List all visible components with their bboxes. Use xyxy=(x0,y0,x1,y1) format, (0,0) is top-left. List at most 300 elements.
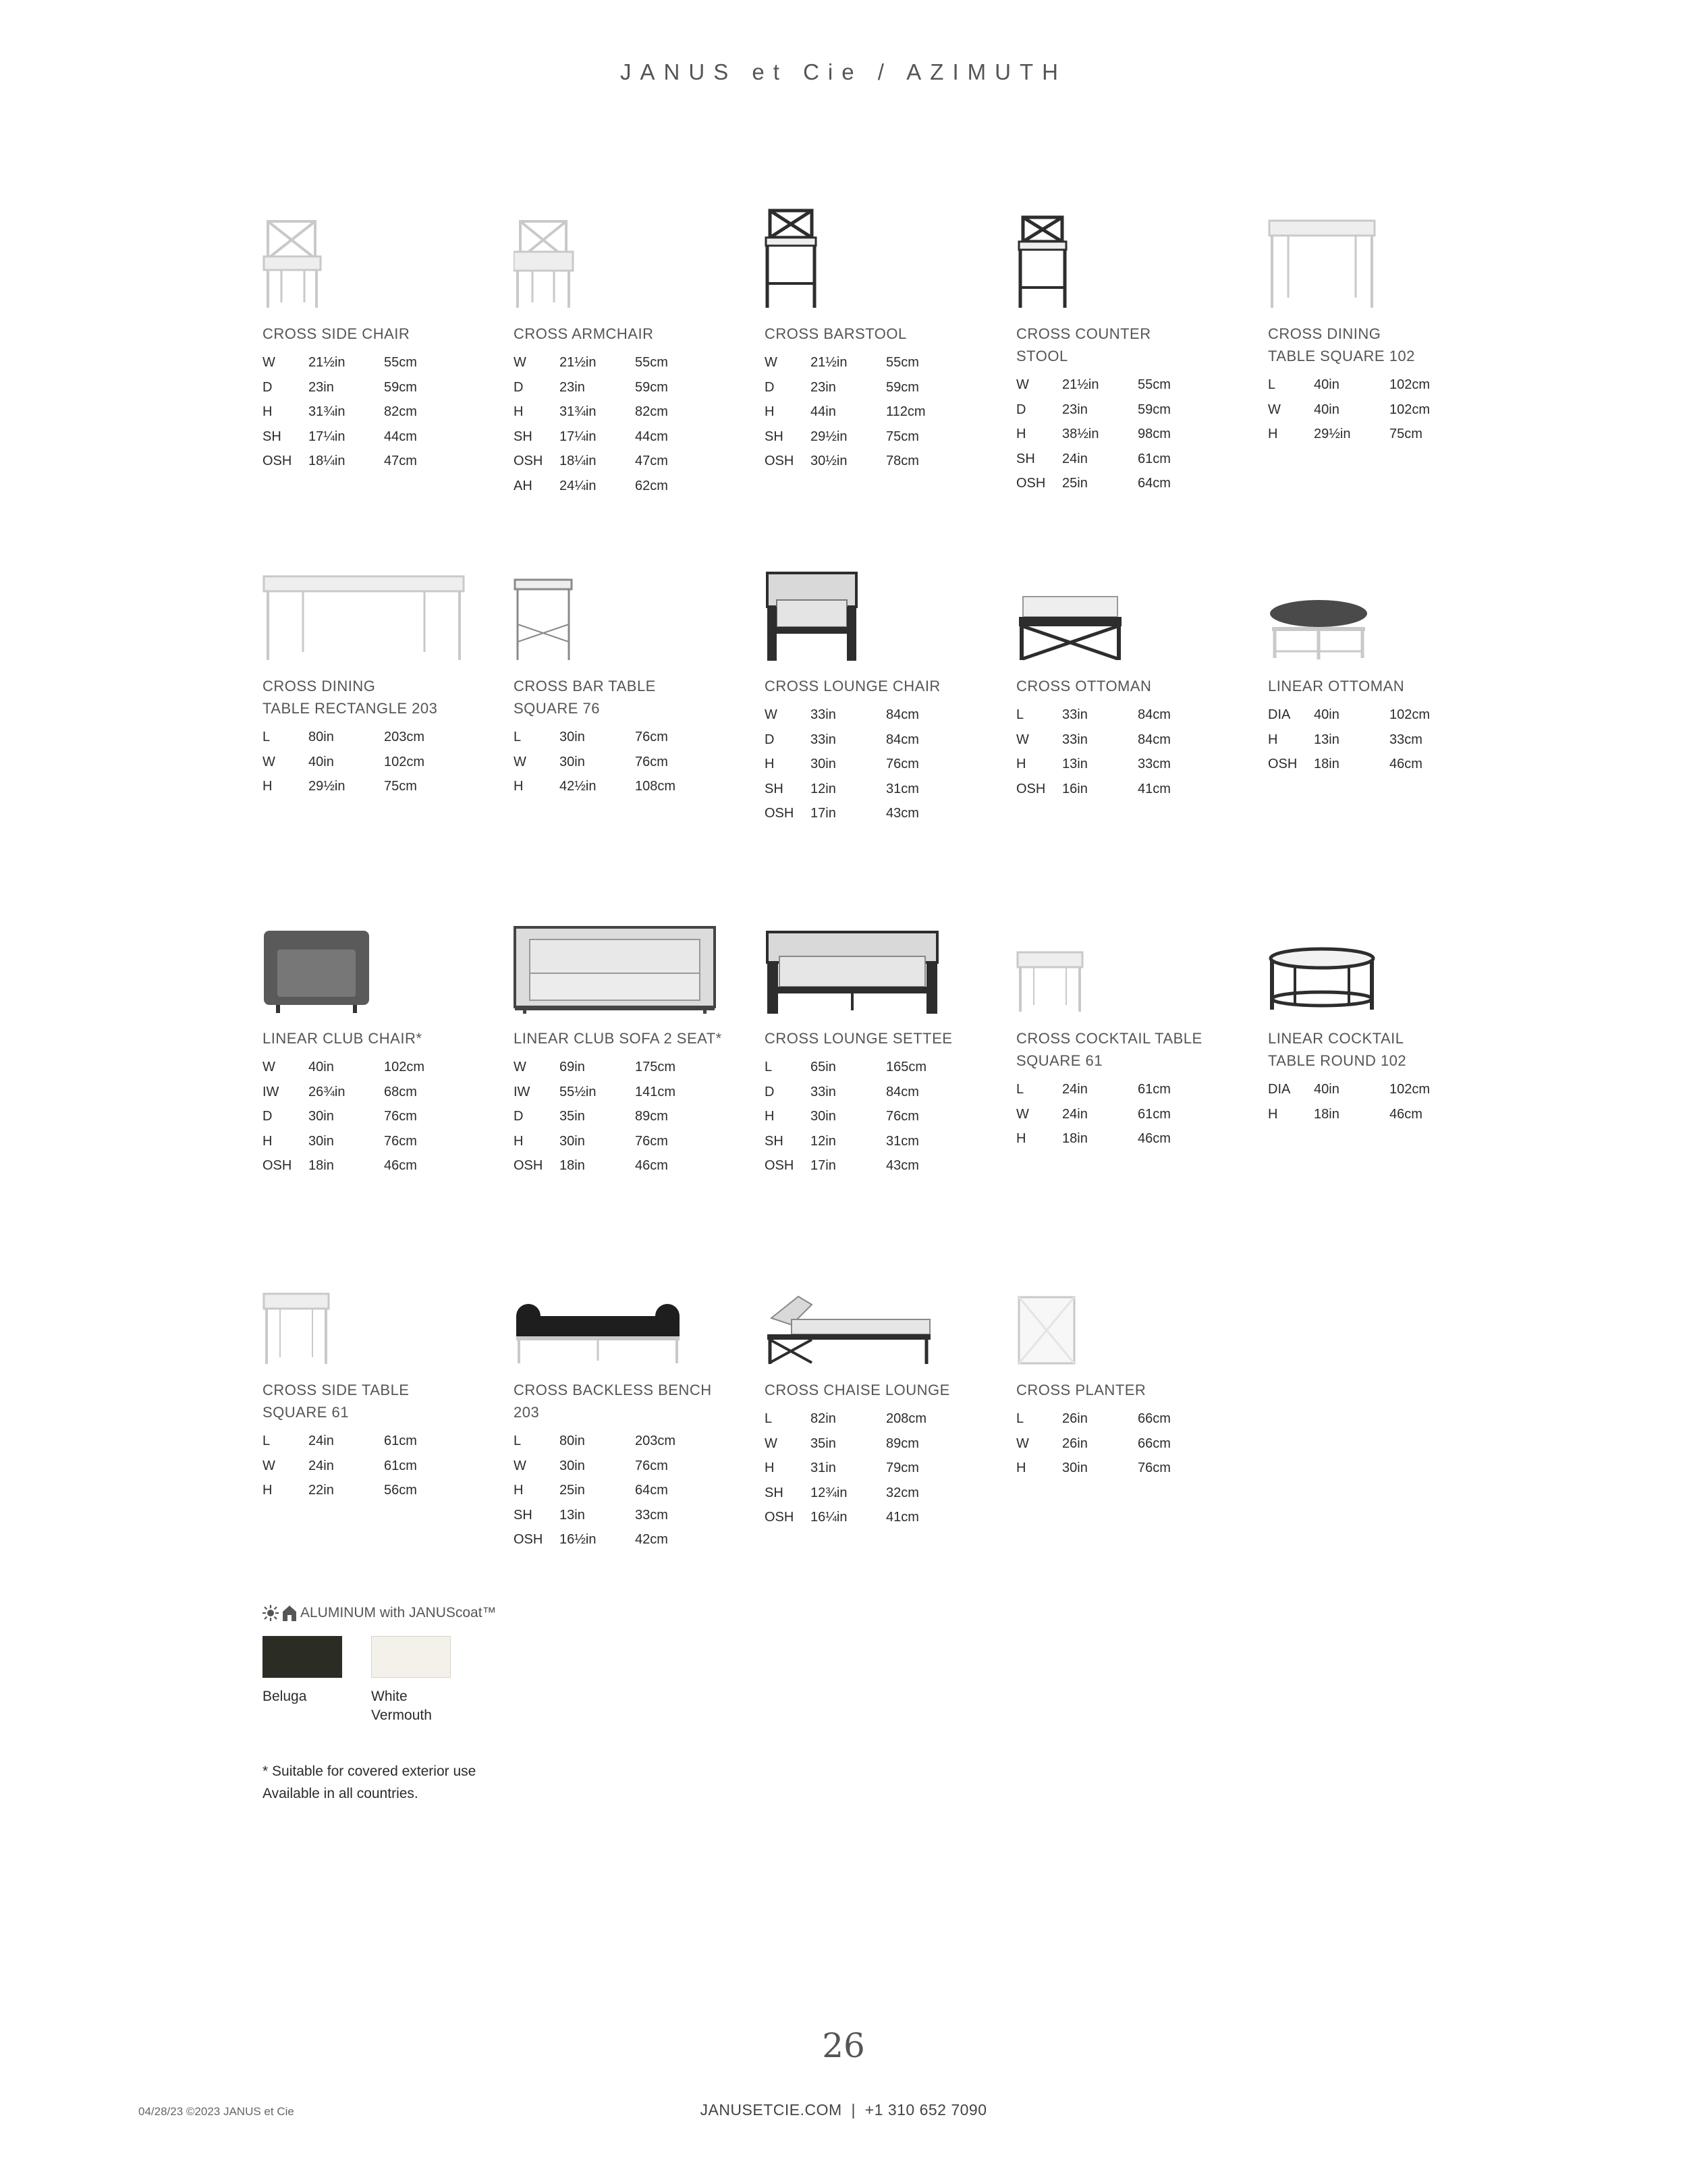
spec-key: L xyxy=(1016,1411,1024,1426)
product-name: CROSS SIDE TABLE SQUARE 61 xyxy=(262,1382,410,1421)
product-name: CROSS COCKTAIL TABLE SQUARE 61 xyxy=(1016,1030,1202,1069)
spec-row xyxy=(514,400,675,425)
spec-imperial: 13in xyxy=(1314,732,1339,747)
spec-metric: 165cm xyxy=(886,1060,927,1074)
spec-imperial: 24in xyxy=(1062,451,1088,466)
spec-row xyxy=(1268,728,1430,753)
spec-row xyxy=(765,350,927,375)
spec-metric: 79cm xyxy=(886,1460,919,1476)
spec-row xyxy=(1016,1407,1178,1431)
spec-key: OSH xyxy=(765,454,794,469)
dining-table-square-icon xyxy=(1268,218,1376,309)
spec-imperial: 30in xyxy=(559,1458,585,1473)
spec-key: D xyxy=(514,379,524,395)
spec-key: H xyxy=(262,779,273,794)
spec-metric: 82cm xyxy=(384,404,417,420)
product-name: CROSS DINING TABLE RECTANGLE 203 xyxy=(262,678,438,717)
spec-row xyxy=(1268,373,1430,398)
swatch-beluga xyxy=(262,1636,342,1678)
spec-row xyxy=(262,375,424,400)
spec-imperial: 24in xyxy=(1062,1106,1088,1122)
dining-table-rectangle-icon xyxy=(262,574,465,661)
finish-title xyxy=(262,1605,497,1621)
spec-key: H xyxy=(1268,732,1278,747)
product-name: CROSS CHAISE LOUNGE xyxy=(765,1382,950,1398)
spec-key: SH xyxy=(514,1507,532,1523)
product-name: CROSS BAR TABLE SQUARE 76 xyxy=(514,678,656,717)
spec-key: H xyxy=(1268,427,1278,442)
spec-imperial: 40in xyxy=(1314,1082,1339,1097)
product-specs xyxy=(514,1055,675,1178)
spec-key: H xyxy=(514,779,524,794)
spec-imperial: 23in xyxy=(810,379,836,395)
product-name: CROSS BARSTOOL xyxy=(765,325,907,342)
spec-key: IW xyxy=(514,1084,530,1099)
spec-row xyxy=(262,400,424,425)
spec-row xyxy=(262,1454,424,1479)
backless-bench-icon xyxy=(514,1301,682,1365)
footer-copyright: 04/28/23 ©2023 JANUS et Cie xyxy=(138,2105,294,2118)
spec-key: W xyxy=(262,355,275,370)
spec-key: W xyxy=(1016,377,1029,392)
spec-imperial: 16¼in xyxy=(810,1510,848,1525)
spec-row xyxy=(1268,703,1430,728)
side-chair-icon xyxy=(262,215,323,309)
spec-key: W xyxy=(514,355,526,370)
spec-key: D xyxy=(262,379,273,395)
spec-imperial: 80in xyxy=(308,730,334,744)
spec-imperial: 29½in xyxy=(810,429,848,444)
spec-key: H xyxy=(514,1483,524,1498)
spec-row xyxy=(514,1080,675,1105)
spec-imperial: 18¼in xyxy=(308,454,345,469)
spec-metric: 44cm xyxy=(635,429,668,444)
spec-imperial: 31in xyxy=(810,1460,836,1476)
spec-row xyxy=(765,1456,927,1481)
spec-metric: 98cm xyxy=(1138,427,1171,442)
spec-row xyxy=(262,1129,424,1154)
spec-row xyxy=(765,1431,927,1456)
spec-imperial: 38½in xyxy=(1062,427,1099,442)
spec-row xyxy=(1016,703,1178,728)
spec-key: DIA xyxy=(1268,1082,1291,1097)
spec-metric: 41cm xyxy=(886,1510,919,1525)
spec-key: OSH xyxy=(262,454,292,469)
spec-key: L xyxy=(262,730,271,744)
spec-metric: 82cm xyxy=(635,404,668,420)
spec-key: H xyxy=(514,404,524,420)
spec-row xyxy=(1016,1102,1178,1127)
spec-imperial: 30in xyxy=(559,1133,585,1149)
spec-imperial: 30½in xyxy=(810,454,848,469)
spec-imperial: 12in xyxy=(810,781,836,796)
product-specs xyxy=(262,1429,424,1503)
spec-key: W xyxy=(1016,1106,1029,1122)
spec-key: H xyxy=(514,1133,524,1149)
product-specs xyxy=(765,703,927,826)
spec-metric: 61cm xyxy=(1138,1082,1171,1097)
spec-metric: 59cm xyxy=(886,379,919,395)
spec-imperial: 23in xyxy=(308,379,334,395)
spec-key: OSH xyxy=(765,1510,794,1525)
spec-row xyxy=(514,1429,675,1454)
spec-metric: 102cm xyxy=(1389,1082,1431,1097)
product-specs xyxy=(1268,1077,1430,1126)
spec-key: L xyxy=(1016,1082,1024,1097)
spec-row xyxy=(1016,777,1178,802)
spec-imperial: 17in xyxy=(810,806,836,821)
spec-imperial: 30in xyxy=(308,1109,334,1124)
spec-imperial: 21½in xyxy=(308,355,345,370)
product-name: CROSS PLANTER xyxy=(1016,1382,1146,1398)
product-name: CROSS COUNTER STOOL xyxy=(1016,325,1151,364)
spec-imperial: 80in xyxy=(559,1434,585,1448)
spec-key: D xyxy=(765,1084,775,1099)
house-icon xyxy=(283,1605,296,1621)
spec-metric: 61cm xyxy=(1138,1106,1171,1122)
spec-row xyxy=(765,801,927,826)
spec-row xyxy=(1268,1102,1430,1127)
spec-key: AH xyxy=(514,478,532,493)
spec-imperial: 40in xyxy=(1314,377,1339,392)
spec-row xyxy=(514,750,675,775)
spec-metric: 102cm xyxy=(1389,707,1431,722)
spec-imperial: 26¾in xyxy=(308,1084,345,1099)
spec-metric: 42cm xyxy=(635,1532,668,1548)
spec-key: OSH xyxy=(765,806,794,821)
spec-row xyxy=(514,1478,675,1503)
spec-metric: 68cm xyxy=(384,1084,417,1099)
spec-row xyxy=(262,350,424,375)
spec-metric: 89cm xyxy=(886,1436,919,1451)
spec-metric: 76cm xyxy=(384,1109,417,1124)
spec-metric: 141cm xyxy=(635,1084,676,1099)
spec-imperial: 13in xyxy=(559,1507,585,1523)
spec-row xyxy=(514,350,675,375)
spec-imperial: 31¾in xyxy=(308,404,345,420)
note-availability: Available in all countries. xyxy=(262,1786,418,1801)
spec-key: L xyxy=(1268,377,1276,392)
spec-metric: 64cm xyxy=(635,1483,668,1498)
spec-imperial: 12in xyxy=(810,1133,836,1149)
spec-imperial: 18in xyxy=(1062,1131,1088,1147)
spec-imperial: 25in xyxy=(1062,476,1088,491)
product-specs xyxy=(262,725,424,799)
spec-row xyxy=(765,703,927,728)
spec-key: L xyxy=(765,1060,773,1074)
spec-metric: 76cm xyxy=(635,1458,668,1473)
product-specs xyxy=(514,350,675,499)
spec-row xyxy=(1268,752,1430,777)
spec-metric: 76cm xyxy=(1138,1460,1171,1476)
spec-metric: 102cm xyxy=(384,1060,425,1074)
club-chair-icon xyxy=(262,929,370,1014)
swatch-label-beluga: Beluga xyxy=(262,1689,307,1704)
spec-row xyxy=(262,1429,424,1454)
spec-key: OSH xyxy=(765,1158,794,1174)
spec-key: H xyxy=(262,1483,273,1498)
spec-imperial: 24in xyxy=(308,1458,334,1473)
spec-row xyxy=(262,449,424,474)
product-specs xyxy=(1268,373,1430,447)
spec-key: D xyxy=(765,379,775,395)
spec-imperial: 16½in xyxy=(559,1532,597,1548)
lounge-chair-icon xyxy=(765,570,859,661)
spec-metric: 47cm xyxy=(384,454,417,469)
swatch-white-vermouth xyxy=(371,1636,451,1678)
spec-row xyxy=(765,1055,927,1080)
spec-key: H xyxy=(1016,1131,1026,1147)
cocktail-table-square-icon xyxy=(1016,950,1084,1014)
spec-metric: 55cm xyxy=(1138,377,1171,392)
spec-key: DIA xyxy=(1268,707,1291,722)
spec-key: D xyxy=(765,732,775,747)
spec-imperial: 30in xyxy=(1062,1460,1088,1476)
spec-imperial: 30in xyxy=(308,1133,334,1149)
spec-metric: 102cm xyxy=(384,754,425,769)
product-specs xyxy=(262,350,424,474)
product-specs xyxy=(1016,703,1178,801)
product-name: CROSS ARMCHAIR xyxy=(514,325,654,342)
product-name: CROSS OTTOMAN xyxy=(1016,678,1152,694)
spec-key: H xyxy=(765,1460,775,1476)
product-specs xyxy=(514,725,675,799)
spec-key: OSH xyxy=(1016,476,1046,491)
spec-imperial: 35in xyxy=(810,1436,836,1451)
spec-row xyxy=(1016,471,1178,496)
spec-imperial: 31¾in xyxy=(559,404,597,420)
planter-icon xyxy=(1016,1294,1077,1365)
product-name: LINEAR OTTOMAN xyxy=(1268,678,1405,694)
spec-key: L xyxy=(1016,707,1024,722)
spec-imperial: 65in xyxy=(810,1060,836,1074)
spec-imperial: 21½in xyxy=(559,355,597,370)
spec-row xyxy=(262,774,424,799)
spec-metric: 46cm xyxy=(1138,1131,1171,1147)
spec-imperial: 17¼in xyxy=(559,429,597,444)
spec-imperial: 30in xyxy=(559,754,585,769)
spec-row xyxy=(514,1055,675,1080)
spec-key: D xyxy=(1016,402,1026,417)
product-specs xyxy=(1016,1077,1178,1151)
spec-row xyxy=(765,1153,927,1178)
spec-key: L xyxy=(514,730,522,744)
spec-row xyxy=(765,728,927,753)
spec-key: H xyxy=(1016,1460,1026,1476)
spec-key: OSH xyxy=(514,1158,543,1174)
spec-key: W xyxy=(262,754,275,769)
spec-key: W xyxy=(765,355,777,370)
spec-metric: 55cm xyxy=(384,355,417,370)
spec-row xyxy=(514,774,675,799)
spec-imperial: 24¼in xyxy=(559,478,597,493)
spec-imperial: 22in xyxy=(308,1483,334,1498)
product-specs xyxy=(765,350,927,474)
club-sofa-icon xyxy=(514,926,716,1014)
spec-row xyxy=(1016,447,1178,472)
spec-key: H xyxy=(1016,757,1026,772)
spec-metric: 59cm xyxy=(1138,402,1171,417)
spec-metric: 108cm xyxy=(635,779,676,794)
spec-metric: 112cm xyxy=(886,404,926,420)
spec-row xyxy=(1016,752,1178,777)
spec-metric: 76cm xyxy=(886,757,919,772)
spec-imperial: 33in xyxy=(1062,732,1088,747)
spec-metric: 56cm xyxy=(384,1483,417,1498)
spec-imperial: 16in xyxy=(1062,781,1088,796)
spec-metric: 55cm xyxy=(635,355,668,370)
spec-metric: 66cm xyxy=(1138,1436,1171,1451)
page-number: 26 xyxy=(822,2026,865,2065)
spec-row xyxy=(1016,422,1178,447)
spec-row xyxy=(514,1153,675,1178)
spec-metric: 84cm xyxy=(886,732,919,747)
spec-row xyxy=(262,1080,424,1105)
spec-row xyxy=(514,474,675,499)
spec-row xyxy=(262,725,424,750)
spec-row xyxy=(1268,1077,1430,1102)
spec-row xyxy=(765,449,927,474)
spec-imperial: 33in xyxy=(810,732,836,747)
spec-metric: 61cm xyxy=(384,1434,417,1448)
spec-imperial: 25in xyxy=(559,1483,585,1498)
side-table-icon xyxy=(262,1291,330,1365)
spec-key: OSH xyxy=(514,454,543,469)
product-specs xyxy=(1268,703,1430,777)
product-specs xyxy=(1016,373,1178,496)
spec-row xyxy=(1268,398,1430,422)
spec-key: W xyxy=(765,1436,777,1451)
spec-metric: 33cm xyxy=(635,1507,668,1523)
spec-metric: 46cm xyxy=(384,1158,417,1174)
spec-metric: 203cm xyxy=(384,730,425,744)
spec-key: H xyxy=(262,1133,273,1149)
spec-row xyxy=(765,400,927,425)
spec-imperial: 35in xyxy=(559,1109,585,1124)
finish-section xyxy=(262,1605,497,1621)
armchair-icon xyxy=(514,215,574,309)
spec-key: OSH xyxy=(514,1532,543,1548)
cross-ottoman-icon xyxy=(1016,594,1124,661)
spec-key: W xyxy=(1016,732,1029,747)
spec-key: OSH xyxy=(262,1158,292,1174)
product-name: CROSS DINING TABLE SQUARE 102 xyxy=(1268,325,1415,364)
spec-metric: 46cm xyxy=(635,1158,668,1174)
spec-key: W xyxy=(1016,1436,1029,1451)
spec-row xyxy=(765,375,927,400)
spec-key: SH xyxy=(765,1133,783,1149)
spec-imperial: 18¼in xyxy=(559,454,597,469)
spec-metric: 41cm xyxy=(1138,781,1171,796)
spec-key: W xyxy=(1268,402,1281,417)
spec-key: H xyxy=(1268,1106,1278,1122)
spec-row xyxy=(1016,1126,1178,1151)
spec-imperial: 33in xyxy=(810,707,836,722)
spec-metric: 31cm xyxy=(886,1133,919,1149)
linear-ottoman-icon xyxy=(1268,597,1369,661)
note-covered-exterior: * Suitable for covered exterior use xyxy=(262,1764,476,1779)
spec-metric: 76cm xyxy=(886,1109,919,1124)
footer-contact: JANUSETCIE.COM | +1 310 652 7090 xyxy=(700,2101,987,2119)
spec-metric: 59cm xyxy=(635,379,668,395)
spec-imperial: 69in xyxy=(559,1060,585,1074)
product-name: CROSS BACKLESS BENCH 203 xyxy=(514,1382,712,1421)
spec-metric: 46cm xyxy=(1389,1106,1422,1122)
product-name: LINEAR CLUB CHAIR* xyxy=(262,1030,422,1047)
spec-row xyxy=(514,1454,675,1479)
spec-key: D xyxy=(262,1109,273,1124)
spec-metric: 84cm xyxy=(1138,707,1171,722)
spec-imperial: 30in xyxy=(810,757,836,772)
spec-imperial: 23in xyxy=(1062,402,1088,417)
spec-imperial: 30in xyxy=(559,730,585,744)
spec-row xyxy=(1016,1456,1178,1481)
spec-imperial: 29½in xyxy=(308,779,345,794)
product-name: LINEAR COCKTAIL TABLE ROUND 102 xyxy=(1268,1030,1407,1069)
spec-key: H xyxy=(765,1109,775,1124)
spec-imperial: 18in xyxy=(1314,1106,1339,1122)
spec-imperial: 23in xyxy=(559,379,585,395)
spec-row xyxy=(1016,398,1178,422)
spec-metric: 75cm xyxy=(886,429,919,444)
spec-key: OSH xyxy=(1016,781,1046,796)
chaise-lounge-icon xyxy=(765,1291,933,1365)
spec-key: W xyxy=(262,1060,275,1074)
spec-metric: 78cm xyxy=(886,454,919,469)
spec-metric: 102cm xyxy=(1389,402,1431,417)
spec-metric: 76cm xyxy=(635,730,668,744)
spec-row xyxy=(765,1481,927,1506)
spec-imperial: 17in xyxy=(810,1158,836,1174)
spec-row xyxy=(765,1080,927,1105)
spec-metric: 61cm xyxy=(384,1458,417,1473)
spec-row xyxy=(1268,422,1430,447)
spec-key: SH xyxy=(765,781,783,796)
spec-key: SH xyxy=(514,429,532,444)
spec-row xyxy=(514,425,675,449)
product-specs xyxy=(1016,1407,1178,1481)
spec-row xyxy=(1016,373,1178,398)
spec-key: L xyxy=(262,1434,271,1448)
cocktail-table-round-icon xyxy=(1268,946,1376,1014)
spec-key: H xyxy=(262,404,273,420)
spec-imperial: 40in xyxy=(1314,402,1339,417)
spec-imperial: 40in xyxy=(1314,707,1339,722)
spec-row xyxy=(1016,1431,1178,1456)
spec-metric: 43cm xyxy=(886,806,919,821)
spec-row xyxy=(765,1129,927,1154)
spec-metric: 44cm xyxy=(384,429,417,444)
spec-metric: 76cm xyxy=(635,754,668,769)
spec-row xyxy=(765,1505,927,1530)
spec-imperial: 18in xyxy=(559,1158,585,1174)
spec-row xyxy=(514,725,675,750)
spec-key: SH xyxy=(765,429,783,444)
spec-imperial: 33in xyxy=(810,1084,836,1099)
spec-metric: 33cm xyxy=(1389,732,1422,747)
spec-imperial: 24in xyxy=(1062,1082,1088,1097)
spec-key: SH xyxy=(765,1485,783,1500)
spec-row xyxy=(514,375,675,400)
spec-row xyxy=(262,1153,424,1178)
product-name: CROSS LOUNGE CHAIR xyxy=(765,678,941,694)
spec-key: W xyxy=(514,1060,526,1074)
spec-row xyxy=(765,425,927,449)
barstool-icon xyxy=(765,208,819,309)
spec-key: W xyxy=(765,707,777,722)
spec-imperial: 26in xyxy=(1062,1411,1088,1426)
spec-imperial: 42½in xyxy=(559,779,597,794)
